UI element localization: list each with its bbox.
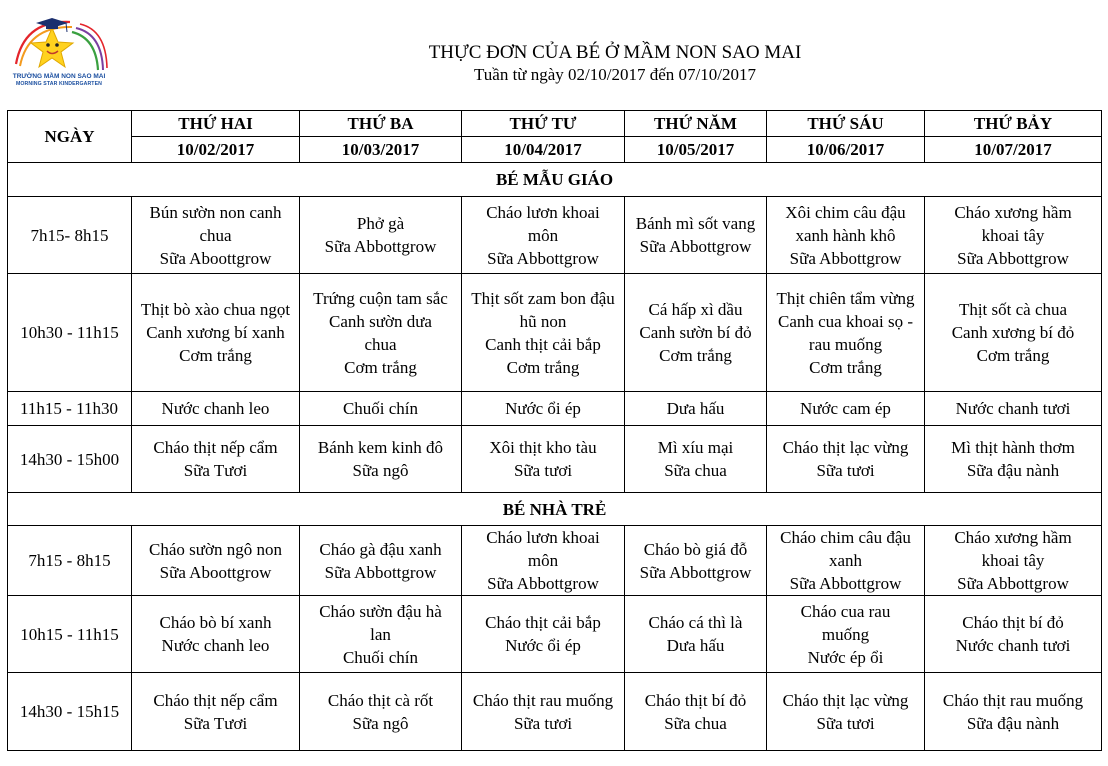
meal-item: khoai tây (981, 225, 1045, 245)
meal-item: Sữa Abbottgrow (324, 237, 437, 256)
time-slot: 14h30 - 15h15 (8, 673, 132, 751)
meal-item: Cháo sườn ngô non (149, 539, 282, 559)
meal-item: Cháo thịt nếp cẩm (153, 438, 278, 457)
menu-row (8, 392, 1102, 426)
meal-cell (462, 426, 625, 493)
time-slot: 11h15 - 11h30 (8, 392, 132, 426)
meal-cell (300, 392, 462, 426)
meal-item: Cháo bò bí xanh (159, 613, 272, 632)
meal-cell (925, 392, 1102, 426)
meal-cell (300, 274, 462, 392)
page-title: THỰC ĐƠN CỦA BÉ Ở MẦM NON SAO MAI (428, 42, 802, 63)
meal-cell (925, 274, 1102, 392)
day-name-header: THỨ TƯ (462, 111, 625, 137)
meal-cell (767, 673, 925, 751)
meal-cell (767, 197, 925, 274)
meal-item: Nước chanh tươi (955, 399, 1071, 418)
meal-item: Canh xương bí xanh (146, 323, 285, 342)
meal-item: Cơm trắng (809, 357, 882, 377)
time-slot: 10h15 - 11h15 (8, 596, 132, 673)
meal-item: Cháo thịt bí đỏ (644, 690, 747, 710)
meal-item: Sữa ngô (352, 713, 409, 733)
meal-item: Sữa ngô (352, 461, 409, 480)
meal-item: Nước ép ổi (807, 647, 884, 667)
day-date-header: 10/03/2017 (300, 137, 462, 163)
meal-cell (625, 673, 767, 751)
menu-row (8, 596, 1102, 673)
meal-item: Cơm trắng (976, 346, 1050, 365)
meal-cell (767, 426, 925, 493)
meal-item: Sữa Tươi (183, 461, 248, 480)
meal-item: Cháo thịt lạc vừng (782, 438, 909, 457)
section-title: BÉ MẪU GIÁO (8, 163, 1102, 197)
meal-item: Sữa Abbottgrow (957, 248, 1069, 268)
meal-item: Cháo lươn khoai (486, 202, 600, 222)
meal-item: Sữa Abbottgrow (957, 574, 1069, 593)
meal-cell (462, 526, 625, 596)
meal-cell (767, 526, 925, 596)
section-title: BÉ NHÀ TRẺ (8, 493, 1102, 526)
meal-cell (625, 392, 767, 426)
meal-item: môn (527, 551, 559, 570)
meal-item: Sữa Aboottgrow (159, 562, 272, 582)
meal-cell (925, 596, 1102, 673)
meal-item: Sữa tươi (513, 461, 573, 480)
meal-item: Cơm trắng (659, 346, 732, 365)
meal-item: môn (527, 225, 559, 245)
meal-item: Sữa Abbottgrow (789, 248, 902, 268)
meal-item: Cháo thịt rau muống (942, 690, 1084, 710)
day-name-header: THỨ SÁU (767, 111, 925, 137)
meal-item: Nước chanh leo (161, 636, 270, 655)
meal-cell (132, 392, 300, 426)
meal-item: Sữa tươi (816, 713, 875, 733)
meal-item: Cháo xương hầm (954, 202, 1072, 222)
meal-cell (300, 673, 462, 751)
meal-cell (925, 426, 1102, 493)
meal-cell (625, 426, 767, 493)
meal-item: rau muống (808, 334, 883, 354)
meal-cell (462, 596, 625, 673)
meal-item: Phở gà (356, 214, 405, 233)
meal-item: Thịt sốt cà chua (958, 300, 1068, 319)
meal-item: Cháo chim câu đậu (780, 528, 911, 547)
meal-item: Trứng cuộn tam sắc (313, 288, 448, 308)
menu-row (8, 426, 1102, 493)
meal-item: lan (370, 624, 391, 644)
meal-cell (925, 197, 1102, 274)
meal-item: xanh hành khô (795, 225, 896, 245)
day-date-header: 10/04/2017 (462, 137, 625, 163)
meal-item: chua (199, 225, 232, 245)
meal-item: Sữa đậu nành (966, 713, 1060, 733)
meal-item: Cháo thịt bí đỏ (962, 613, 1064, 632)
meal-item: Sữa Tươi (183, 713, 248, 733)
meal-cell (462, 197, 625, 274)
meal-cell (925, 526, 1102, 596)
meal-item: Sữa Abbottgrow (639, 237, 752, 256)
meal-item: Cháo thịt lạc vừng (782, 690, 909, 710)
meal-cell (767, 596, 925, 673)
ngay-header: NGÀY (8, 111, 132, 163)
meal-cell (625, 526, 767, 596)
menu-row (8, 274, 1102, 392)
meal-item: Thịt sốt zam bon đậu (471, 288, 615, 308)
meal-item: Thịt bò xào chua ngọt (140, 300, 291, 319)
meal-item: Sữa Abbottgrow (789, 574, 902, 593)
meal-item: Nước chanh leo (161, 399, 270, 418)
meal-cell (625, 197, 767, 274)
meal-cell (300, 596, 462, 673)
meal-item: Xôi thịt kho tàu (489, 438, 597, 457)
meal-cell (925, 673, 1102, 751)
day-name-header: THỨ HAI (132, 111, 300, 137)
meal-item: Bún sườn non canh (149, 202, 282, 222)
meal-cell (625, 596, 767, 673)
meal-cell (132, 274, 300, 392)
meal-item: Sữa tươi (816, 461, 875, 480)
menu-row (8, 673, 1102, 751)
meal-item: Sữa chua (664, 713, 727, 733)
logo-school-name: TRƯỜNG MẦM NON SAO MAI (12, 73, 106, 80)
meal-item: Sữa đậu nành (966, 461, 1060, 480)
meal-item: Canh thịt cải bắp (485, 334, 601, 354)
meal-item: Cháo thịt cải bắp (485, 613, 601, 632)
meal-item: Bánh mì sốt vang (635, 214, 756, 233)
meal-item: Bánh kem kinh đô (317, 438, 444, 457)
meal-cell (625, 274, 767, 392)
meal-item: Cháo cua rau (800, 601, 891, 621)
meal-item: Cơm trắng (179, 346, 252, 365)
logo-english-name: MORNING STAR KINDERGARTEN (16, 81, 102, 87)
meal-item: Dưa hấu (666, 399, 725, 418)
day-name-header: THỨ BẢY (925, 111, 1102, 137)
meal-item: Cháo cá thì là (648, 613, 743, 632)
day-name-header: THỨ BA (300, 111, 462, 137)
time-slot: 7h15- 8h15 (8, 197, 132, 274)
meal-item: hũ non (519, 311, 567, 331)
meal-item: Xôi chim câu đậu (785, 202, 906, 222)
meal-item: Sữa Aboottgrow (159, 248, 272, 268)
meal-item: Canh sườn bí đỏ (639, 323, 752, 342)
day-date-header: 10/05/2017 (625, 137, 767, 163)
meal-item: Cháo gà đậu xanh (319, 539, 442, 559)
menu-row (8, 197, 1102, 274)
meal-item: Nước cam ép (800, 399, 891, 418)
meal-item: khoai tây (981, 551, 1045, 570)
meal-cell (462, 673, 625, 751)
meal-item: Cháo thịt cà rốt (327, 690, 434, 710)
meal-item: chua (364, 334, 397, 354)
meal-item: Nước ổi ép (505, 636, 581, 655)
meal-item: muống (821, 624, 870, 644)
meal-cell (300, 426, 462, 493)
meal-item: Cháo lươn khoai (486, 528, 600, 547)
meal-cell (462, 392, 625, 426)
meal-item: Mì xíu mại (657, 438, 734, 457)
meal-cell (132, 197, 300, 274)
meal-item: Mì thịt hành thơm (951, 438, 1075, 457)
meal-cell (132, 526, 300, 596)
meal-item: Cơm trắng (506, 357, 580, 377)
meal-cell (767, 392, 925, 426)
meal-item: Cá hấp xì dầu (648, 300, 743, 319)
meal-item: Cháo sườn đậu hà (319, 601, 442, 621)
meal-cell (767, 274, 925, 392)
meal-item: Canh sườn dưa (329, 311, 432, 331)
meal-item: Canh xương bí đỏ (951, 323, 1075, 342)
meal-item: Cháo bò giá đỗ (643, 539, 748, 559)
meal-item: Sữa tươi (513, 713, 573, 733)
meal-item: Cháo thịt nếp cẩm (153, 690, 278, 710)
meal-item: Sữa Abbottgrow (487, 574, 599, 593)
day-date-header: 10/02/2017 (132, 137, 300, 163)
meal-item: Canh cua khoai sọ - (777, 311, 914, 331)
meal-item: Thịt chiên tẩm vừng (776, 288, 915, 308)
day-date-header: 10/06/2017 (767, 137, 925, 163)
time-slot: 14h30 - 15h00 (8, 426, 132, 493)
meal-cell (132, 426, 300, 493)
meal-cell (300, 526, 462, 596)
meal-item: Sữa Abbottgrow (324, 562, 437, 582)
time-slot: 10h30 - 11h15 (8, 274, 132, 392)
meal-item: Cháo thịt rau muống (472, 690, 614, 710)
menu-row (8, 526, 1102, 596)
day-name-header: THỨ NĂM (625, 111, 767, 137)
meal-cell (462, 274, 625, 392)
meal-item: xanh (828, 551, 863, 570)
meal-item: Nước chanh tươi (955, 636, 1071, 655)
meal-item: Chuối chín (342, 647, 419, 667)
meal-item: Nước ổi ép (505, 399, 581, 418)
meal-item: Cháo xương hầm (954, 528, 1072, 547)
meal-item: Dưa hấu (666, 636, 725, 655)
meal-item: Sữa chua (664, 461, 727, 480)
time-slot: 7h15 - 8h15 (8, 526, 132, 596)
meal-cell (300, 197, 462, 274)
meal-item: Sữa Abbottgrow (487, 248, 599, 268)
meal-item: Chuối chín (342, 399, 419, 418)
meal-item: Cơm trắng (344, 357, 417, 377)
day-date-header: 10/07/2017 (925, 137, 1102, 163)
meal-cell (132, 596, 300, 673)
meal-item: Sữa Abbottgrow (639, 562, 752, 582)
menu-table (7, 110, 1102, 751)
meal-cell (132, 673, 300, 751)
page-subtitle: Tuần từ ngày 02/10/2017 đến 07/10/2017 (473, 65, 756, 84)
